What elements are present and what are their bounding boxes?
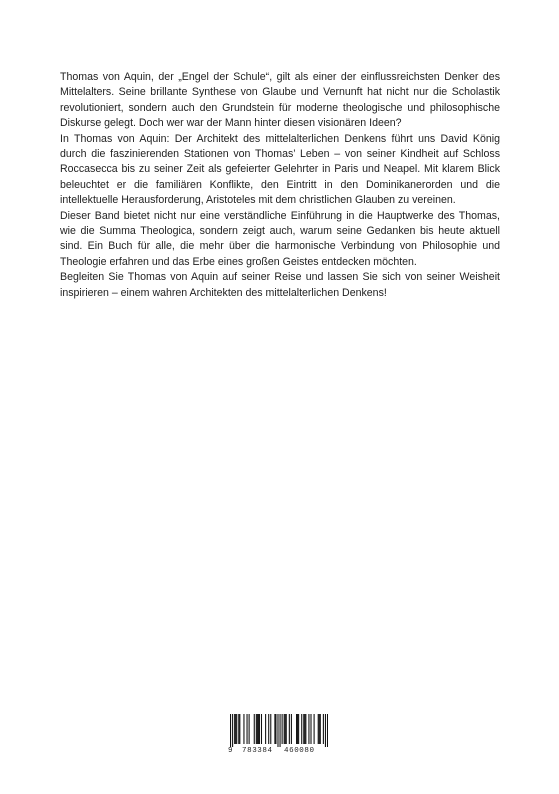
barcode-bar [258, 714, 259, 744]
barcode-digits-right: 460080 [284, 747, 315, 755]
barcode-bar [325, 714, 326, 747]
barcode-bar [282, 714, 283, 744]
barcode-bar [285, 714, 286, 744]
barcode-bar [296, 714, 297, 744]
barcode-bar [305, 714, 306, 744]
barcode-bar [235, 714, 236, 744]
barcode-bar [261, 714, 262, 744]
barcode-bar [259, 714, 260, 744]
barcode-bar [275, 714, 276, 744]
barcode-digits-left: 783384 [242, 747, 273, 755]
barcode-bar [314, 714, 315, 744]
barcode-bar [239, 714, 240, 744]
blurb-paragraph-life: In Thomas von Aquin: Der Architekt des mittelalterlichen Denkens führt uns David König durch die faszinierenden Stationen von Thomas’ Leben – von seiner Kindheit auf Schloss Roccasecca bis zu seiner Zeit als gefeierter Gelehrter in Paris und Neapel. Mit klarem Blick beleuchtet er die familiären Konflikte, den Eintritt in den Dominikanerorden und die intellektuelle Herausforderung, Aristoteles mit dem christlichen Glauben zu vereinen. [60, 132, 500, 207]
barcode-bar [256, 714, 257, 744]
barcode-bar [308, 714, 309, 744]
barcode-bar [247, 714, 248, 744]
back-cover-blurb [60, 70, 500, 301]
isbn-barcode [226, 712, 332, 758]
barcode-bar [303, 714, 304, 744]
barcode-bar [320, 714, 321, 744]
barcode-bar [232, 714, 233, 747]
barcode-bar [297, 714, 298, 744]
barcode-bar [304, 714, 305, 744]
barcode-bar [230, 714, 231, 747]
barcode-bar [298, 714, 299, 744]
barcode-bar [238, 714, 239, 744]
barcode-bar [249, 714, 250, 744]
barcode-bar [265, 714, 266, 744]
barcode-bar [284, 714, 285, 744]
blurb-paragraph-closing: Begleiten Sie Thomas von Aquin auf seiner Reise und lassen Sie sich von seiner Weisheit inspirieren – einem wahren Architekten des mittelalterlichen Denkens! [60, 271, 500, 299]
barcode-bar [236, 714, 237, 744]
blurb-paragraph-intro: Thomas von Aquin, der „Engel der Schule“, gilt als einer der einflussreichsten Denker des Mittelalters. Seine brillante Synthese von Glaube und Vernunft hat nicht nur die Scholastik revolutioniert, sondern auch den Grundstein für moderne theologische und philosophische Diskurse gelegt. Doch wer war der Mann hinter diesen visionären Ideen? [60, 71, 500, 130]
barcode-bar [301, 714, 302, 744]
barcode-bar [243, 714, 244, 744]
barcode-bar [280, 714, 281, 747]
barcode-bar [257, 714, 258, 744]
barcode-bar [327, 714, 328, 747]
barcode-bar [319, 714, 320, 744]
barcode-bar [274, 714, 275, 744]
barcode-bars [230, 714, 328, 747]
barcode-bar [310, 714, 311, 744]
barcode-bar [289, 714, 290, 744]
barcode-bar [286, 714, 287, 744]
barcode-bar [291, 714, 292, 744]
barcode-digit-first: 9 [228, 747, 233, 755]
barcode-bar [234, 714, 235, 744]
barcode-bar [254, 714, 255, 744]
barcode-bar [268, 714, 269, 744]
blurb-paragraph-works: Dieser Band bietet nicht nur eine verständliche Einführung in die Hauptwerke des Thomas, wie die Summa Theologica, sondern zeigt auch, warum seine Gedanken bis heute aktuell sind. Ein Buch für alle, die mehr über die harmonische Verbindung von Philosophie und Theologie erfahren und das Erbe eines großen Geistes entdecken möchten. [60, 209, 500, 268]
barcode-bar [323, 714, 324, 744]
barcode-bar [277, 714, 278, 747]
barcode-bar [270, 714, 271, 744]
barcode-bar [318, 714, 319, 744]
